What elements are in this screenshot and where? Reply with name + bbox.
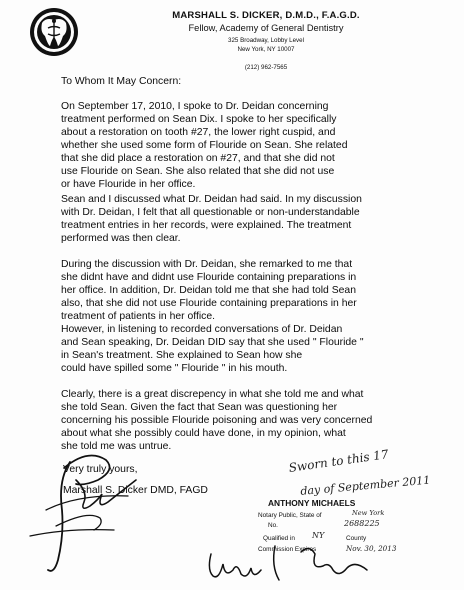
paragraph-line: treatment of patients in her office. — [61, 311, 216, 322]
paragraph-line: During the discussion with Dr. Deidan, she remarked to me that — [61, 259, 353, 270]
jurat-handwriting — [286, 440, 436, 500]
dentist-name: MARSHALL S. DICKER, D.M.D., F.A.G.D. — [172, 10, 360, 21]
paragraph-line: in Sean's treatment. She explained to Sean how she — [61, 350, 303, 361]
notary-county-handwritten: NY — [312, 531, 325, 540]
paragraph-4 — [61, 323, 431, 375]
paragraph-line: she didnt have and didnt use Flouride containing preparations in — [61, 272, 357, 283]
notary-state-label: Notary Public, State of — [258, 512, 322, 519]
notary-qualified-label: Qualified in — [263, 535, 295, 542]
paragraph-line: On September 17, 2010, I spoke to Dr. Deidan concerning — [61, 101, 329, 112]
address-line-2: New York, NY 10007 — [237, 46, 295, 53]
paragraph-line: use Flouride on Sean. She also related that she did not use — [61, 166, 335, 177]
paragraph-2 — [61, 193, 431, 245]
notary-number: 2688225 — [344, 519, 380, 528]
jurat-line-1: Sworn to this 17 — [287, 447, 390, 475]
paragraph-line: about a restoration on tooth #27, the lower right cuspid, and — [61, 127, 336, 138]
notary-expiration: Nov. 30, 2013 — [346, 544, 397, 553]
paragraph-line: she told Sean. Given the fact that Sean was questioning her — [61, 402, 338, 413]
paragraph-line: with Dr. Deidan, I felt that all questionable or non-understandable — [61, 207, 360, 218]
paragraph-line: and Sean speaking, Dr. Deidan DID say that she used " Flouride " — [61, 337, 364, 348]
paragraph-line: that she did place a restoration on #27, and that she did not — [61, 153, 335, 164]
paragraph-line: treatment performed on Sean Dix. I spoke to her specifically — [61, 114, 337, 125]
jurat-line-2: day of September 2011 — [299, 473, 431, 498]
closing: Very truly yours, — [63, 464, 138, 475]
paragraph-line: whether she used some form of Flouride on Sean. She related — [61, 140, 348, 151]
address-line-1: 325 Broadway, Lobby Level — [228, 37, 304, 44]
notary-number-label: No. — [268, 522, 278, 529]
paragraph-line: treatment entries in her records, were explained. The treatment — [61, 220, 352, 231]
notary-name: ANTHONY MICHAELS — [268, 498, 356, 508]
notary-commission-label: Commission Expires — [258, 546, 317, 553]
dicker-signature — [18, 440, 158, 580]
paragraph-1 — [61, 100, 431, 191]
paragraph-line: also, that she did not use Flouride containing preparations in her — [61, 298, 357, 309]
paragraph-line: she told me was untrue. — [61, 441, 172, 452]
paragraph-line: about what she possibly could have done, in my opinion, what — [61, 428, 346, 439]
paragraph-line: performed was then clear. — [61, 233, 181, 244]
notary-county-label: County — [346, 535, 367, 542]
dental-logo — [28, 6, 80, 58]
notary-signature — [205, 540, 385, 586]
fellowship-line: Fellow, Academy of General Dentistry — [188, 23, 344, 33]
paragraph-line: could have spilled some " Flouride " in his mouth. — [61, 363, 288, 374]
paragraph-line: Clearly, there is a great discrepency in what she told me and what — [61, 389, 364, 400]
paragraph-line: Sean and I discussed what Dr. Deidan had said. In my discussion — [61, 194, 362, 205]
signer-name: Marshall S. Dicker DMD, FAGD — [63, 485, 208, 496]
paragraph-line: concerning his possible Flouride poisoning and was very concerned — [61, 415, 373, 426]
phone-number: (212) 962-7565 — [244, 64, 288, 71]
paragraph-line: her office. In addition, Dr. Deidan told me that she had told Sean — [61, 285, 356, 296]
paragraph-3 — [61, 258, 431, 323]
salutation: To Whom It May Concern: — [61, 76, 182, 87]
notary-state-handwritten: New York — [352, 509, 385, 517]
paragraph-line: or have Flouride in her office. — [61, 179, 196, 190]
paragraph-line: However, in listening to recorded conversations of Dr. Deidan — [61, 324, 343, 335]
